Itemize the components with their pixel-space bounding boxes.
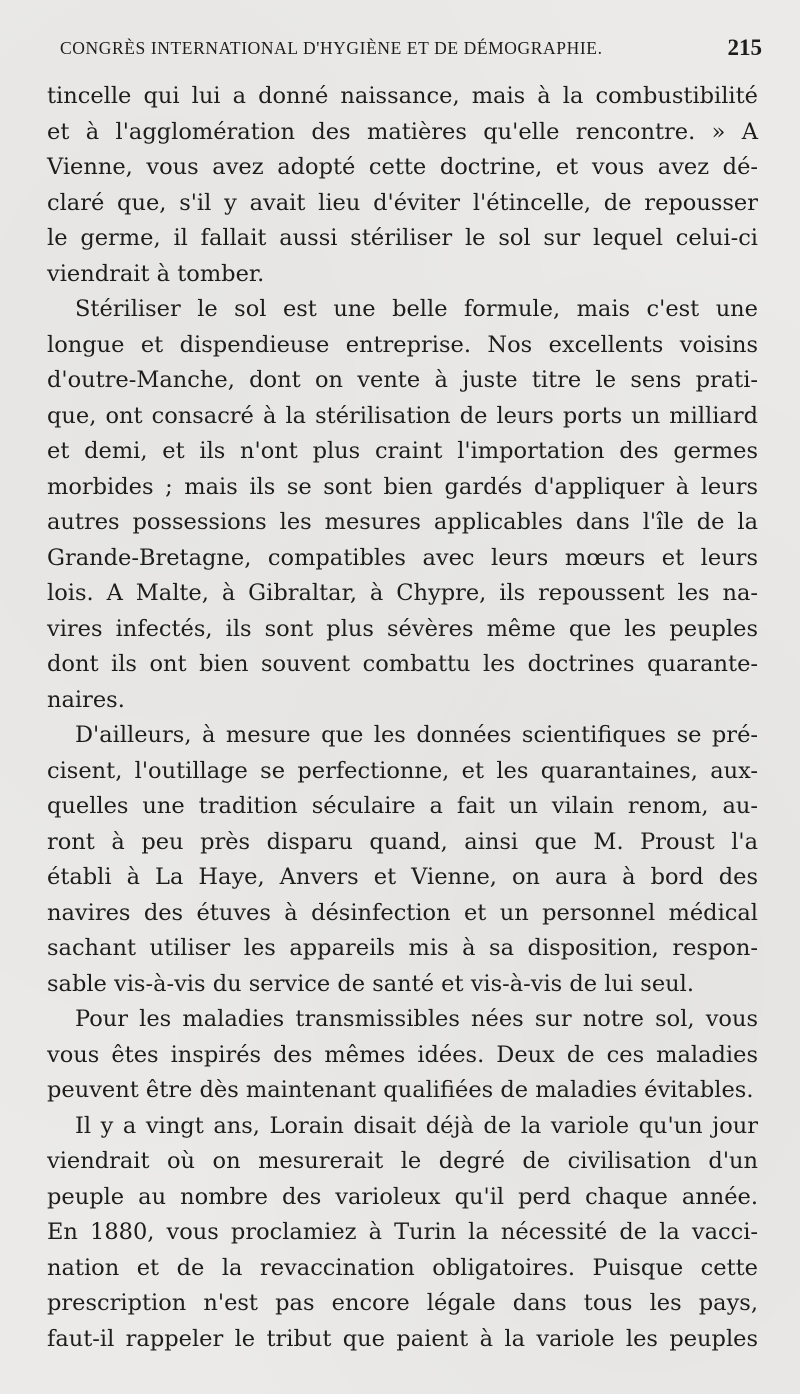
page-header (60, 35, 762, 64)
text-line: cisent, l'outillage se perfectionne, et les quarantaines, aux- (47, 757, 758, 784)
text-line: peuvent être dès maintenant qualifiées de maladies évitables. (47, 1077, 754, 1103)
text-line: et à l'agglomération des matières qu'elle rencontre. » A (47, 118, 758, 145)
text-line: sable vis-à-vis du service de santé et vis-à-vis de lui seul. (47, 970, 694, 997)
text-line: lois. A Malte, à Gibraltar, à Chypre, ils repoussent les na- (47, 580, 758, 606)
body-text (47, 79, 758, 1357)
running-title: CONGRÈS INTERNATIONAL D'HYGIÈNE ET DE DÉMOGRAPHIE. (60, 38, 603, 58)
text-line: ront à peu près disparu quand, ainsi que M. Proust l'a (47, 828, 758, 855)
text-line: d'outre-Manche, dont on vente à juste titre le sens prati- (47, 367, 758, 393)
text-line: quelles une tradition séculaire a fait un vilain renom, au- (47, 793, 758, 819)
text-line: D'ailleurs, à mesure que les données scientifiques se pré- (75, 722, 758, 748)
text-line: viendrait où on mesurerait le degré de civilisation d'un (47, 1148, 758, 1174)
text-line: longue et dispendieuse entreprise. Nos excellents voisins (47, 331, 758, 358)
text-line: morbides ; mais ils se sont bien gardés d'appliquer à leurs (47, 473, 758, 500)
text-line: Stériliser le sol est une belle formule, mais c'est une (75, 296, 758, 322)
text-line: Vienne, vous avez adopté cette doctrine, et vous avez dé- (47, 154, 758, 180)
text-line: prescription n'est pas encore légale dans tous les pays, (47, 1290, 758, 1316)
text-line: vous êtes inspirés des mêmes idées. Deux de ces maladies (47, 1041, 758, 1068)
text-line: En 1880, vous proclamiez à Turin la nécessité de la vacci- (47, 1219, 758, 1245)
text-line: autres possessions les mesures applicables dans l'île de la (47, 509, 758, 535)
page-number: 215 (727, 35, 762, 60)
text-line: dont ils ont bien souvent combattu les doctrines quarante- (47, 651, 758, 677)
text-line: tincelle qui lui a donné naissance, mais à la combustibilité (47, 83, 758, 109)
text-line: peuple au nombre des varioleux qu'il perd chaque année. (47, 1183, 758, 1210)
text-line: claré que, s'il y avait lieu d'éviter l'étincelle, de repousser (47, 189, 758, 216)
text-line: Grande-Bretagne, compatibles avec leurs mœurs et leurs (47, 544, 758, 571)
text-line: navires des étuves à désinfection et un personnel médical (47, 899, 758, 926)
text-line: viendrait à tomber. (47, 260, 265, 287)
text-line: que, ont consacré à la stérilisation de leurs ports un milliard (47, 402, 758, 429)
text-line: Il y a vingt ans, Lorain disait déjà de la variole qu'un jour (75, 1112, 758, 1139)
text-line: vires infectés, ils sont plus sévères même que les peuples (47, 615, 758, 642)
text-line: faut-il rappeler le tribut que paient à la variole les peuples (47, 1325, 758, 1352)
text-line: le germe, il fallait aussi stériliser le sol sur lequel celui-ci (47, 225, 758, 251)
text-line: Pour les maladies transmissibles nées sur notre sol, vous (75, 1006, 758, 1032)
text-line: établi à La Haye, Anvers et Vienne, on aura à bord des (47, 864, 758, 890)
text-line: et demi, et ils n'ont plus craint l'importation des germes (47, 438, 758, 464)
text-line: nation et de la revaccination obligatoires. Puisque cette (47, 1254, 758, 1281)
text-line: sachant utiliser les appareils mis à sa disposition, respon- (47, 935, 758, 961)
text-line: naires. (47, 686, 125, 713)
